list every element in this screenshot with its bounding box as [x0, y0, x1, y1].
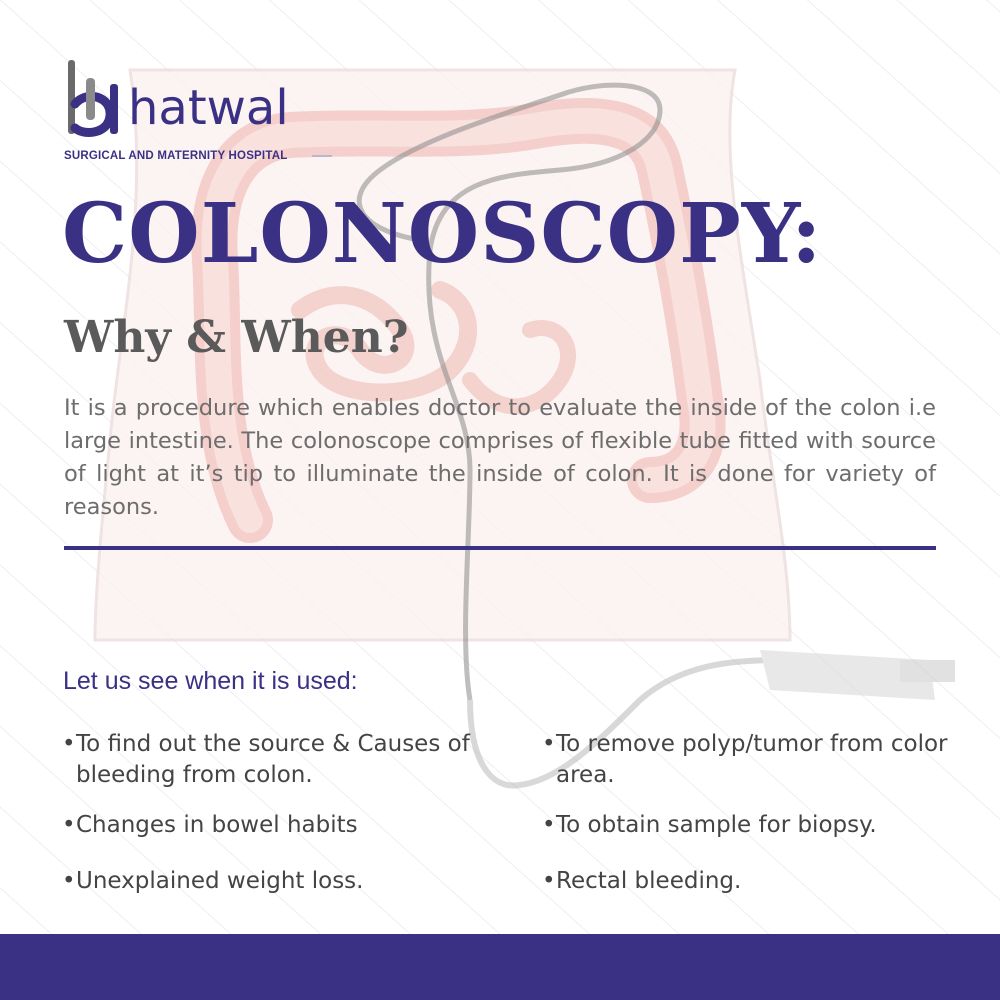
list-item: [542, 810, 962, 841]
page-subtitle: Why & When?: [64, 312, 409, 363]
list-item-text: To remove polyp/tumor from color area.: [556, 731, 948, 788]
bullet-icon: •: [542, 731, 556, 757]
bullet-icon: •: [542, 868, 556, 894]
list-item: [62, 866, 512, 897]
intro-paragraph: It is a procedure which enables doctor to evaluate the inside of the colon i.e large intestine. The colonoscope comprises of flexible tube fitted with source of light at it’s tip to illuminate the inside of colon. It is done for variety of reasons.: [64, 395, 936, 520]
list-item: [542, 729, 962, 791]
list-item: [62, 729, 512, 791]
brand-tagline: SURGICAL AND MATERNITY HOSPITAL: [64, 150, 288, 162]
list-item: [542, 866, 962, 897]
brand-name: hatwal: [128, 80, 289, 136]
bullet-icon: •: [542, 812, 556, 838]
footer-band: [0, 934, 1000, 1000]
bullet-icon: •: [62, 812, 76, 838]
list-item-text: To obtain sample for biopsy.: [556, 812, 877, 838]
list-item-text: To find out the source & Causes of bleeding from colon.: [76, 731, 470, 788]
list-item-text: Unexplained weight loss.: [76, 868, 364, 894]
bullet-icon: •: [62, 731, 76, 757]
list-item-text: Changes in bowel habits: [76, 812, 358, 838]
page-title: COLONOSCOPY:: [62, 186, 823, 282]
list-item-text: Rectal bleeding.: [556, 868, 742, 894]
bullet-icon: •: [62, 868, 76, 894]
logo-mark-icon: [64, 58, 134, 138]
list-item: [62, 810, 512, 841]
tagline-rule: [312, 155, 332, 157]
uses-lead: Let us see when it is used:: [63, 667, 358, 695]
section-divider: [64, 546, 936, 550]
